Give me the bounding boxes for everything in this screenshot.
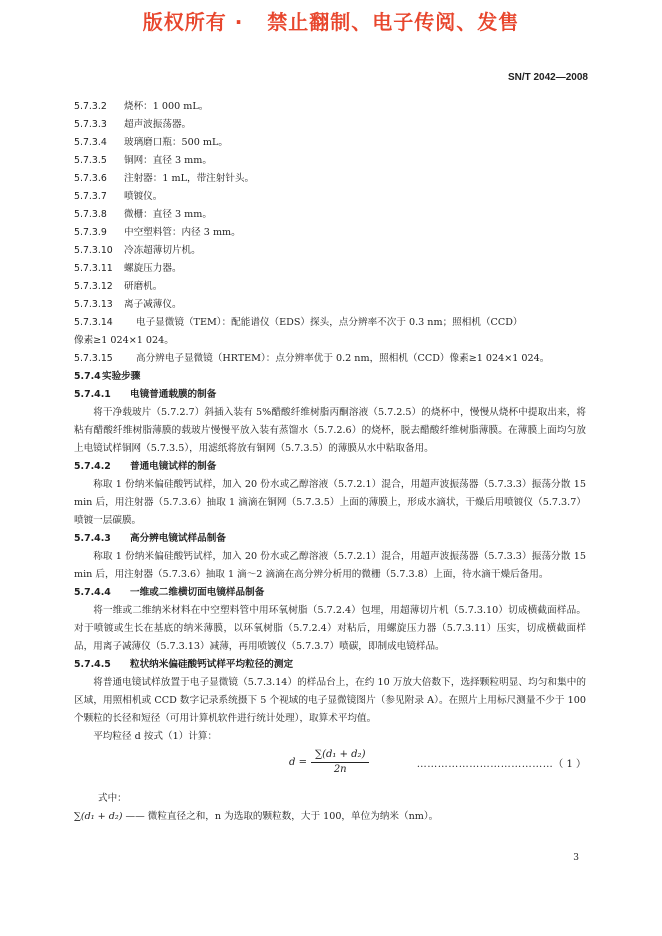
formula-denominator: 2n [333, 764, 347, 775]
list-item [74, 170, 586, 188]
clause-text: 烧杯：1 000 mL。 [124, 101, 209, 112]
clause-text: 微栅：直径 3 mm。 [124, 209, 212, 220]
subsection-title: 普通电镜试样的制备 [130, 461, 217, 472]
clause-text: 高分辨电子显微镜（HRTEM）：点分辨率优于 0.2 nm，照相机（CCD）像素≥1 024×1 024。 [136, 353, 550, 364]
section-number: 5.7.4 [74, 371, 101, 382]
clause-text: 冷冻超薄切片机。 [124, 245, 201, 256]
document-body [74, 98, 586, 826]
clause-number: 5.7.3.5 [74, 155, 107, 166]
where-dash: —— [122, 811, 148, 822]
clause-text: 铜网：直径 3 mm。 [124, 155, 212, 166]
formula-numerator: ∑(d₁ + d₂) [311, 748, 370, 763]
paragraph-5-7-4-2: 称取 1 份纳米偏硅酸钙试样，加入 20 份水或乙醇溶液（5.7.2.1）混合，用超声波振荡器（5.7.3.3）振荡分散 15 min 后，用注射器（5.7.3.6）抽取 1 滴滴在铜网（5.7.3.5）上面的薄膜上，形成水滴状，干燥后用喷镀仪（5.7.3.7）喷镀一层碳膜。 [74, 479, 586, 526]
list-item [74, 134, 586, 152]
clause-number: 5.7.3.4 [74, 137, 107, 148]
subsection-title: 电镜普通载膜的制备 [130, 389, 217, 400]
list-item [74, 242, 586, 260]
list-item [74, 278, 586, 296]
subsection-heading-5-7-4-5 [74, 656, 586, 674]
equipment-list [74, 98, 586, 314]
clause-number: 5.7.3.11 [74, 263, 113, 274]
where-description: 微粒直径之和，n 为选取的颗粒数，大于 100，单位为纳米（nm）。 [147, 811, 439, 822]
equation-number [417, 756, 586, 774]
equation-label: （ 1 ） [553, 759, 586, 770]
list-item-5-7-3-15 [74, 350, 586, 368]
list-item-5-7-3-14 [74, 314, 586, 332]
clause-text: 注射器：1 mL，带注射针头。 [124, 173, 255, 184]
formula [289, 748, 369, 777]
clause-text: 超声波振荡器。 [124, 119, 192, 130]
copyright-watermark: 版权所有 · 禁止翻制、电子传阅、发售 [142, 10, 520, 34]
clause-number: 5.7.3.10 [74, 245, 113, 256]
section-heading-5-7-4 [74, 368, 586, 386]
clause-text: 喷镀仪。 [124, 191, 163, 202]
clause-text: 螺旋压力器。 [124, 263, 182, 274]
clause-text: 电子显微镜（TEM）：配能谱仪（EDS）探头，点分辨率不次于 0.3 nm；照相机（CCD） [136, 317, 523, 328]
subsection-number: 5.7.4.4 [74, 587, 111, 598]
clause-number: 5.7.3.2 [74, 101, 107, 112]
subsection-number: 5.7.4.1 [74, 389, 111, 400]
list-item [74, 188, 586, 206]
subsection-heading-5-7-4-1 [74, 386, 586, 404]
clause-number: 5.7.3.9 [74, 227, 107, 238]
clause-number: 5.7.3.15 [74, 353, 113, 364]
clause-number: 5.7.3.13 [74, 299, 113, 310]
clause-number: 5.7.3.6 [74, 173, 107, 184]
clause-number: 5.7.3.7 [74, 191, 107, 202]
subsection-title: 粒状纳米偏硅酸钙试样平均粒径的测定 [130, 659, 294, 670]
standard-code: SN/T 2042—2008 [507, 72, 588, 83]
list-item [74, 206, 586, 224]
clause-text: 研磨机。 [124, 281, 163, 292]
list-item [74, 98, 586, 116]
leader-dots: ………………………………… [416, 759, 554, 770]
list-item [74, 116, 586, 134]
where-definition [74, 808, 586, 826]
equation-1 [74, 746, 586, 790]
clause-number: 5.7.3.14 [74, 317, 113, 328]
subsection-heading-5-7-4-2 [74, 458, 586, 476]
list-item [74, 260, 586, 278]
paragraph-5-7-4-5: 将普通电镜试样放置于电子显微镜（5.7.3.14）的样品台上，在约 10 万放大倍数下，选择颗粒明显、均匀和集中的区域，用照相机或 CCD 数字记录系统摄下 5 个视域的电子显微镜图片（参见附录 A）。在照片上用标尺测量不少于 100 个颗粒的长径和短径（可用计算机软件进行统计处理），取算术平均值。 [74, 677, 586, 724]
clause-text: 玻璃磨口瓶：500 mL。 [124, 137, 228, 148]
list-item [74, 296, 586, 314]
page-number: 3 [573, 853, 579, 863]
list-item-5-7-3-14-cont: 像素≥1 024×1 024。 [74, 335, 174, 346]
subsection-number: 5.7.4.5 [74, 659, 111, 670]
formula-lhs: d = [289, 756, 307, 768]
section-title: 实验步骤 [102, 371, 141, 382]
paragraph-5-7-4-3: 称取 1 份纳米偏硅酸钙试样，加入 20 份水或乙醇溶液（5.7.2.1）混合，用超声波振荡器（5.7.3.3）振荡分散 15 min 后，用注射器（5.7.3.6）抽取 1 滴～2 滴滴在高分辨分析用的微栅（5.7.3.8）上面，待水滴干燥后备用。 [74, 551, 586, 580]
list-item [74, 224, 586, 242]
paragraph-5-7-4-1: 将干净载玻片（5.7.2.7）斜插入装有 5%醋酸纤维树脂丙酮溶液（5.7.2.5）的烧杯中，慢慢从烧杯中提取出来，将粘有醋酸纤维树脂薄膜的载玻片慢慢平放入装有蒸馏水（5.7.2.6）的烧杯，脱去醋酸纤维树脂薄膜。在薄膜上面均匀放上电镜试样铜网（5.7.3.5），用滤纸将放有铜网（5.7.3.5）的薄膜从水中粘取备用。 [74, 407, 586, 454]
subsection-title: 一维或二维横切面电镜样品制备 [130, 587, 265, 598]
clause-number: 5.7.3.8 [74, 209, 107, 220]
list-item [74, 152, 586, 170]
formula-intro: 平均粒径 d 按式（1）计算： [93, 731, 218, 742]
subsection-heading-5-7-4-3 [74, 530, 586, 548]
paragraph-5-7-4-4: 将一维或二维纳米材料在中空塑料管中用环氧树脂（5.7.2.4）包埋，用超薄切片机（5.7.3.10）切成横截面样品。对于喷镀或生长在基底的纳米薄膜，以环氧树脂（5.7.2.4）对粘后，用螺旋压力器（5.7.3.11）压实，切成横截面样品，用离子减薄仪（5.7.3.13）减薄，再用喷镀仪（5.7.3.7）喷碳，即制成电镜样品。 [74, 605, 586, 652]
subsection-number: 5.7.4.2 [74, 461, 111, 472]
clause-text: 中空塑料管：内径 3 mm。 [124, 227, 241, 238]
subsection-heading-5-7-4-4 [74, 584, 586, 602]
clause-text: 离子减薄仪。 [124, 299, 182, 310]
clause-number: 5.7.3.12 [74, 281, 113, 292]
where-label: 式中： [98, 793, 127, 804]
clause-number: 5.7.3.3 [74, 119, 107, 130]
where-symbol: ∑(d₁ + d₂) [74, 811, 123, 822]
formula-fraction [311, 748, 370, 777]
subsection-title: 高分辨电镜试样品制备 [130, 533, 226, 544]
subsection-number: 5.7.4.3 [74, 533, 111, 544]
